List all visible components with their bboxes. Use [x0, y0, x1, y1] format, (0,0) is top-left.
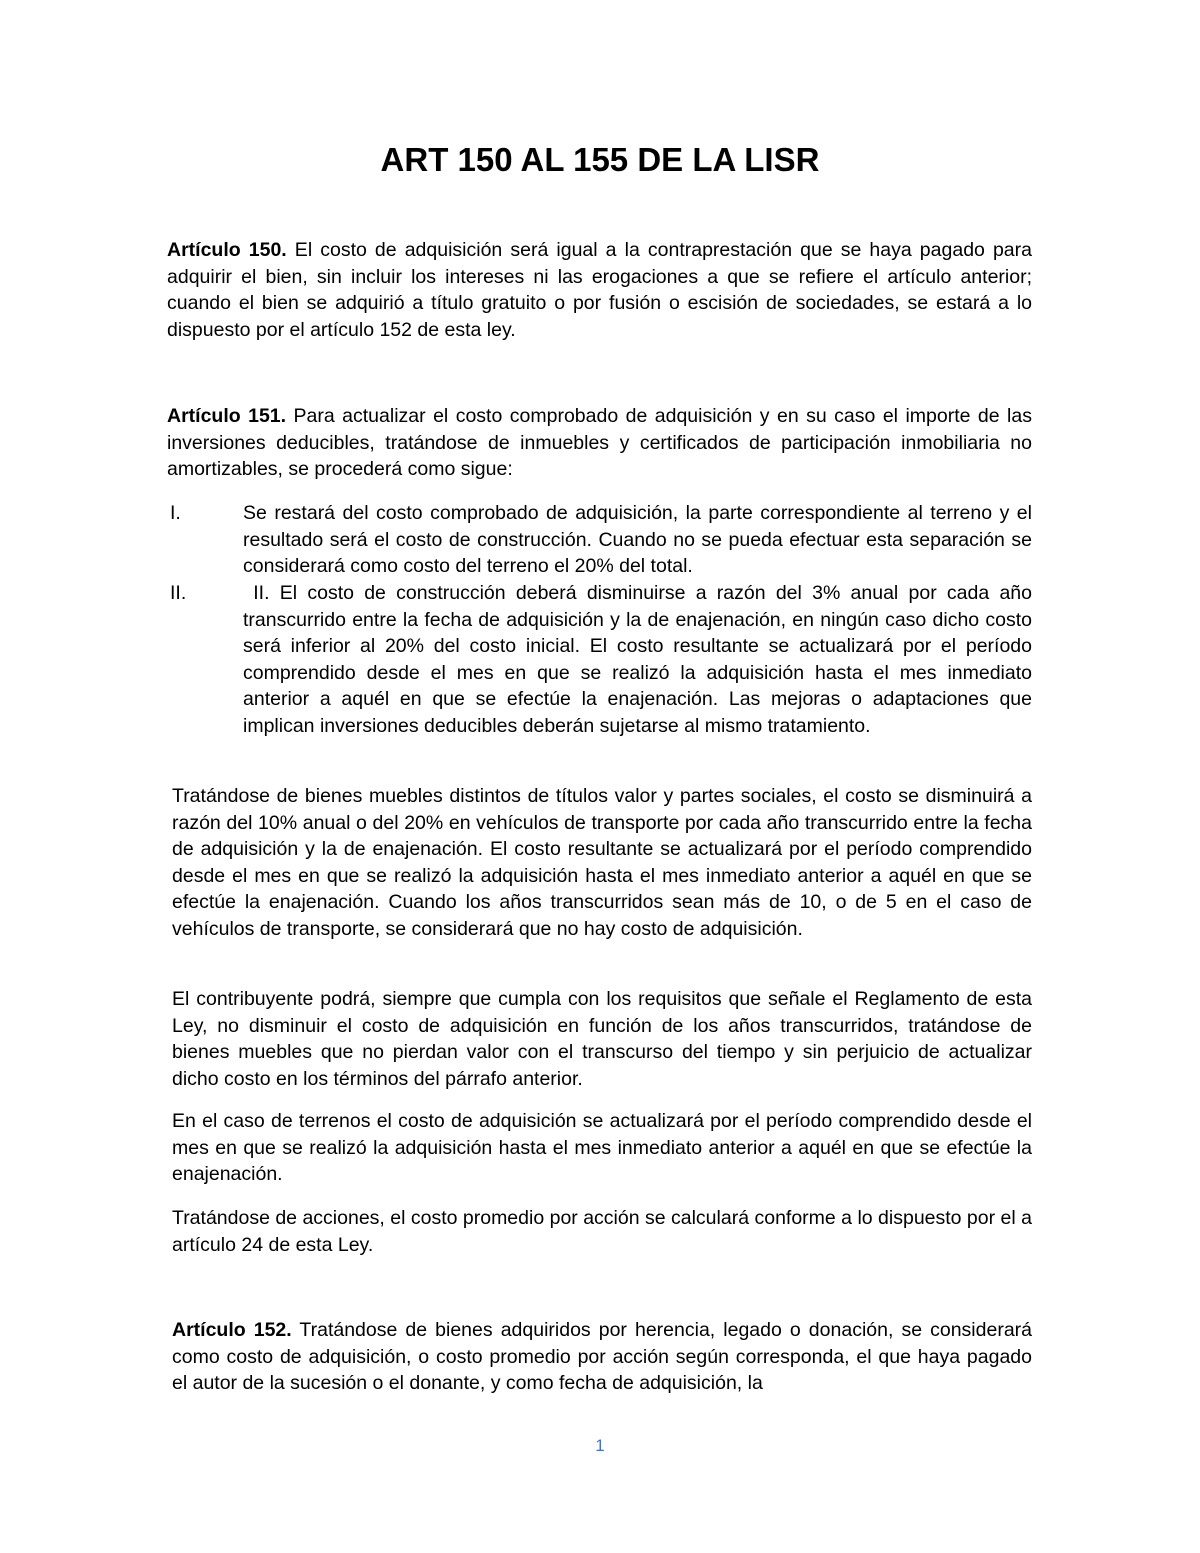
article-150-paragraph: [167, 237, 1032, 343]
article-151-paragraph-shares: Tratándose de acciones, el costo promedio por acción se calculará conforme a lo dispuesto por el a artículo 24 de esta Ley.: [172, 1207, 1032, 1256]
article-151-paragraph-land: En el caso de terrenos el costo de adquisición se actualizará por el período comprendido desde el mes en que se realizó la adquisición hasta el mes inmediato anterior a aquél en que se efectúe la enajenación.: [172, 1110, 1032, 1186]
article-150-heading: Artículo 150.: [167, 239, 287, 261]
article-150-text: El costo de adquisición será igual a la contraprestación que se haya pagado para adquirir el bien, sin incluir los intereses ni las erogaciones a que se refiere el artículo anterior; cuando el bien se adquirió a título gratuito o por fusión o escisión de sociedades, se estará a lo dispuesto por el artículo 152 de esta ley.: [167, 239, 1032, 341]
list-item-number: II.: [170, 582, 187, 604]
page-number: 1: [595, 1436, 605, 1455]
article-152-heading: Artículo 152.: [172, 1319, 292, 1341]
list-item-text: [243, 580, 1032, 740]
list-item-body-text: II. El costo de construcción deberá disminuirse a razón del 3% anual por cada año transcurrido entre la fecha de adquisición y la de enajenación, en ningún caso dicho costo será inferior al 20% del costo inicial. El costo resultante se actualizará por el período comprendido desde el mes en que se realizó la adquisición hasta el mes inmediato anterior a aquél en que se efectúe la enajenación. Las mejoras o adaptaciones que implican inversiones deducibles deberán sujetarse al mismo tratamiento.: [243, 582, 1033, 737]
list-item-number: I.: [170, 502, 181, 524]
article-151-paragraph-taxpayer: El contribuyente podrá, siempre que cumpla con los requisitos que señale el Reglamento de esta Ley, no disminuir el costo de adquisición en función de los años transcurridos, tratándose de bienes muebles que no pierdan valor con el transcurso del tiempo y sin perjuicio de actualizar dicho costo en los términos del párrafo anterior.: [172, 988, 1032, 1090]
article-151-paragraph-movable-goods: Tratándose de bienes muebles distintos de títulos valor y partes sociales, el costo se disminuirá a razón del 10% anual o del 20% en vehículos de transporte por cada año transcurrido entre la fecha de adquisición y la de enajenación. El costo resultante se actualizará por el período comprendido desde el mes en que se realizó la adquisición hasta el mes inmediato anterior a aquél en que se efectúe la enajenación. Cuando los años transcurridos sean más de 10, o de 5 en el caso de vehículos de transporte, se considerará que no hay costo de adquisición.: [172, 785, 1032, 940]
article-152-paragraph: [172, 1317, 1032, 1397]
article-152-text: Tratándose de bienes adquiridos por herencia, legado o donación, se considerará como costo de adquisición, o costo promedio por acción según corresponda, el que haya pagado el autor de la sucesión o el donante, y como fecha de adquisición, la: [172, 1319, 1033, 1395]
list-item-text: Se restará del costo comprobado de adquisición, la parte correspondiente al terreno y el resultado será el costo de construcción. Cuando no se pueda efectuar esta separación se considerará como costo del terreno el 20% del total.: [243, 502, 1032, 578]
article-151-paragraph: [167, 403, 1032, 483]
article-151-heading: Artículo 151.: [167, 405, 287, 427]
document-title: ART 150 AL 155 DE LA LISR: [380, 141, 820, 178]
article-151-text: Para actualizar el costo comprobado de adquisición y en su caso el importe de las inversiones deducibles, tratándose de inmuebles y certificados de participación inmobiliaria no amortizables, se procederá como sigue:: [167, 405, 1032, 481]
